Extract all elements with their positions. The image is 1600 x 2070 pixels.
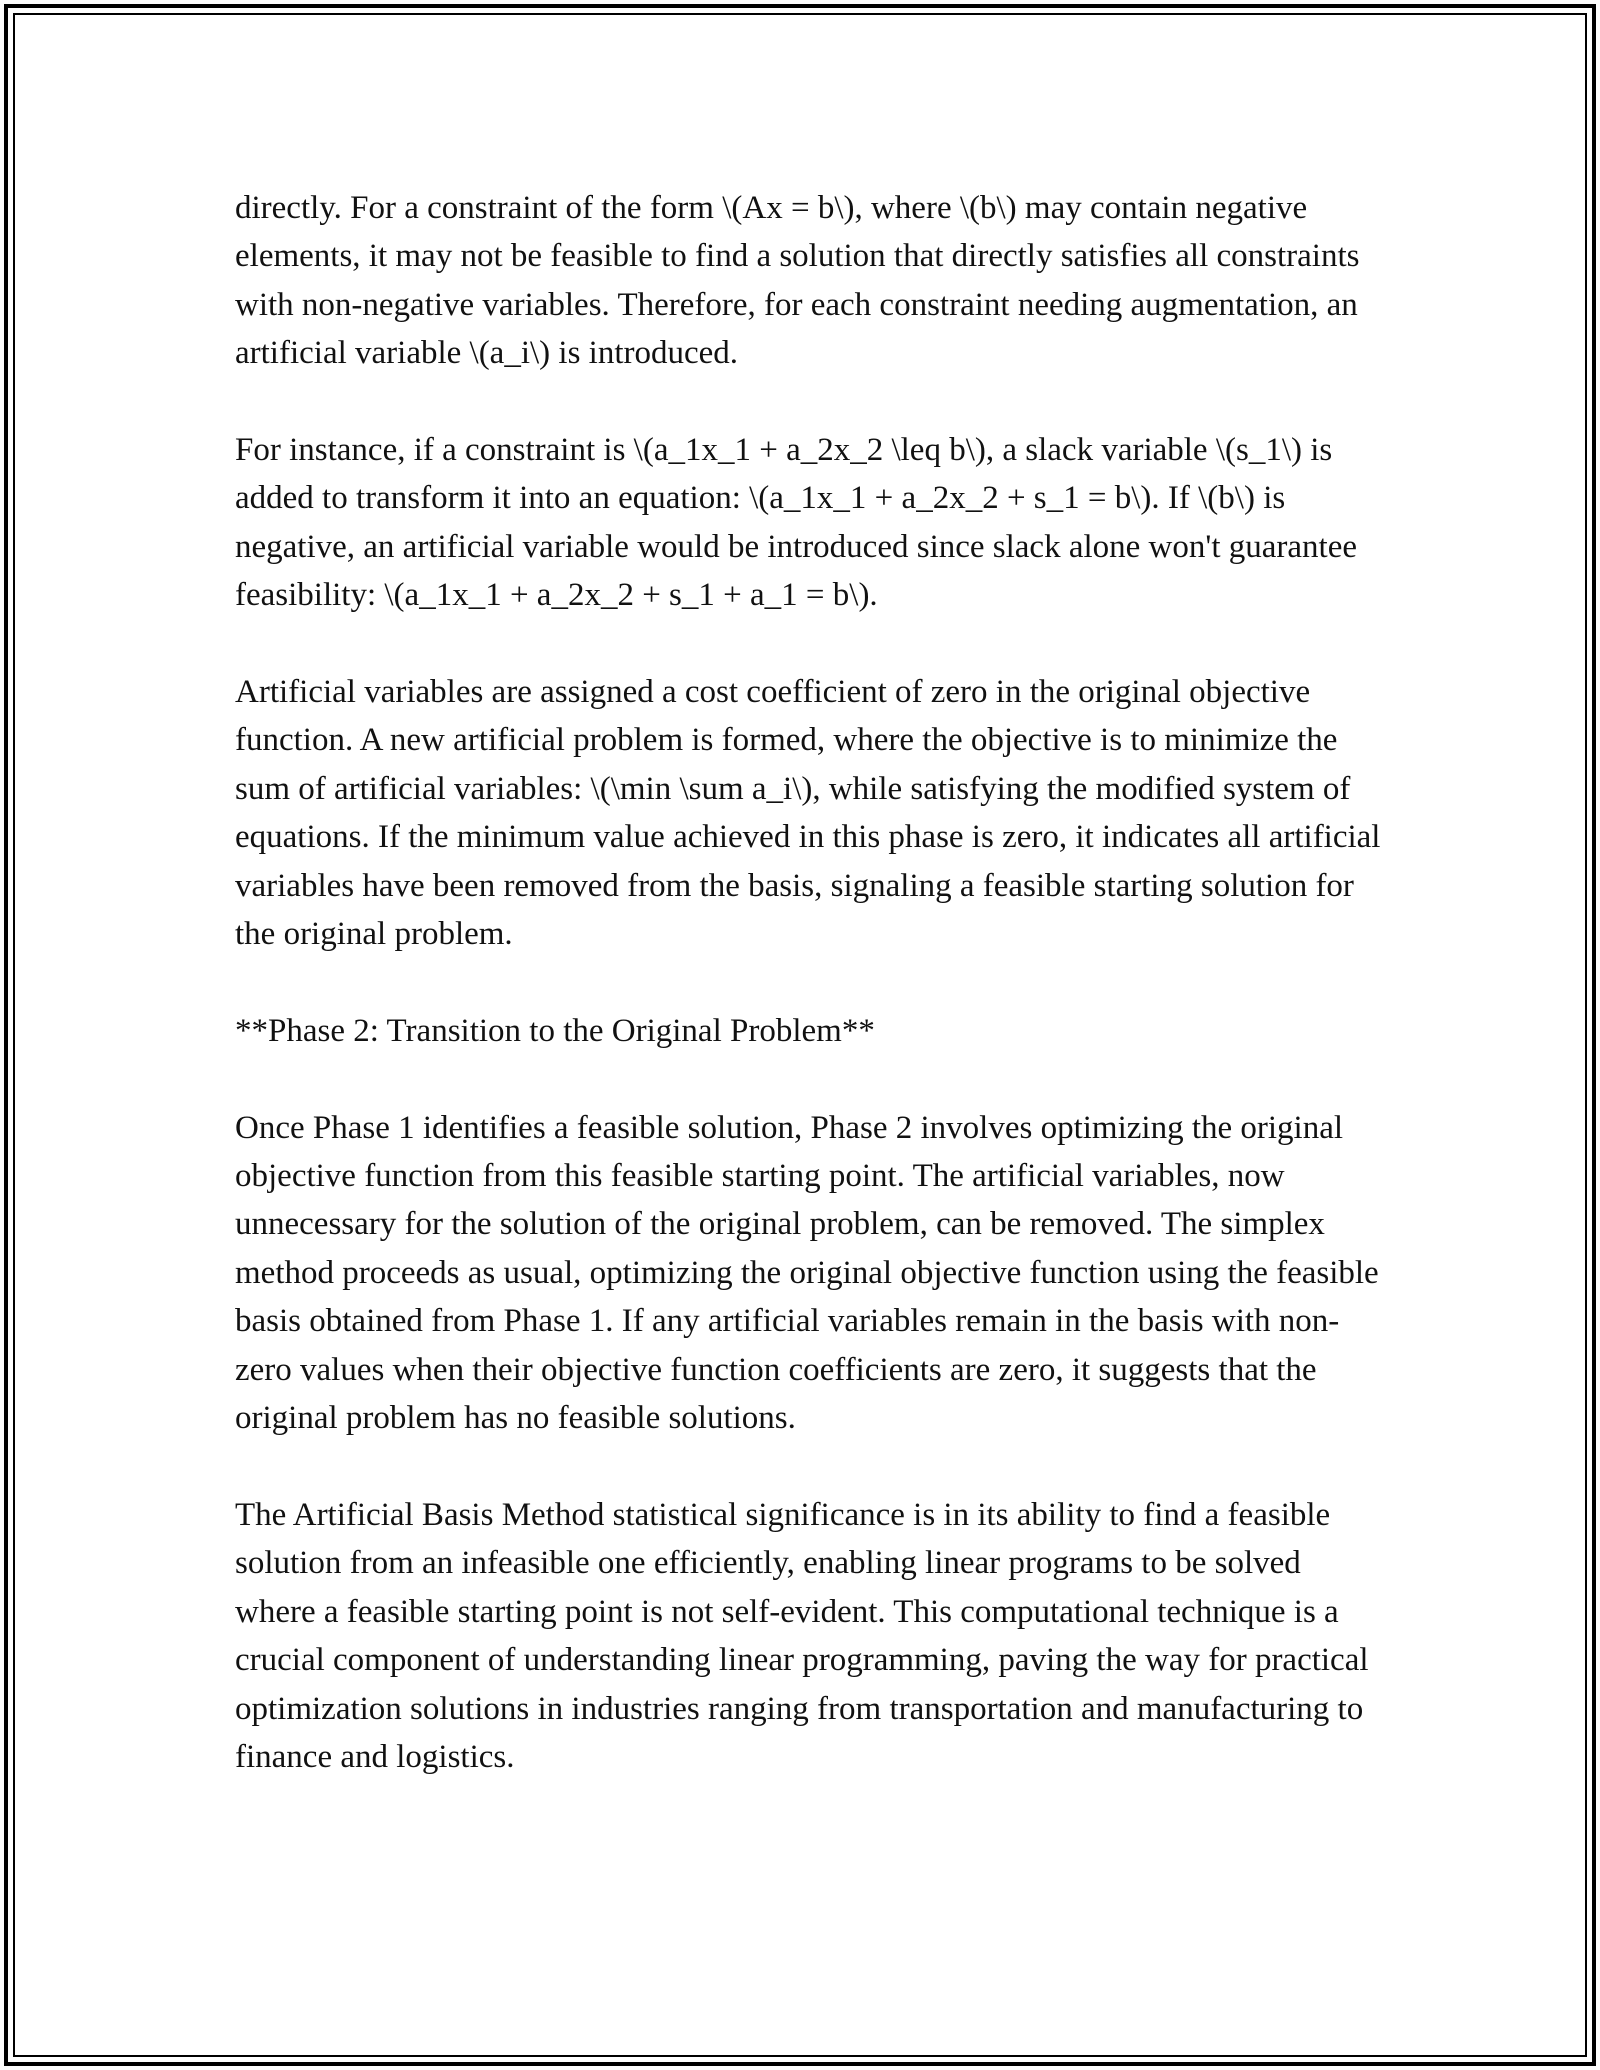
document-body [235,184,1385,1830]
paragraph-phase-1-objective: Artificial variables are assigned a cost coefficient of zero in the original objective function. A new artificial problem is formed, where the objective is to minimize the sum of artificial variables: \(\min \sum a_i\), while satisfying the modified system of equations. If the minimum value achieved in this phase is zero, it indicates all artificial variables have been removed from the basis, signaling a feasible starting solution for the original problem. [235,674,1381,953]
section-heading-phase-2: **Phase 2: Transition to the Original Problem** [235,1012,875,1049]
paragraph-significance: The Artificial Basis Method statistical significance is in its ability to find a feasible solution from an infeasible one efficiently, enabling linear programs to be solved where a feasible starting point is not self-evident. This computational technique is a crucial component of understanding linear programming, paving the way for practical optimization solutions in industries ranging from transportation and manufacturing to finance and logistics. [235,1496,1369,1775]
paragraph-artificial-variable-intro: directly. For a constraint of the form \(Ax = b\), where \(b\) may contain negative elements, it may not be feasible to find a solution that directly satisfies all constraints with non-negative variables. Therefore, for each constraint needing augmentation, an artificial variable \(a_i\) is introduced. [235,190,1360,372]
paragraph-phase-2-description: Once Phase 1 identifies a feasible solution, Phase 2 involves optimizing the original objective function from this feasible starting point. The artificial variables, now unnecessary for the solution of the original problem, can be removed. The simplex method proceeds as usual, optimizing the original objective function using the feasible basis obtained from Phase 1. If any artificial variables remain in the basis with non-zero values when their objective function coefficients are zero, it suggests that the original problem has no feasible solutions. [235,1109,1379,1437]
paragraph-slack-variable-example: For instance, if a constraint is \(a_1x_1 + a_2x_2 \leq b\), a slack variable \(s_1\) is added to transform it into an equation: \(a_1x_1 + a_2x_2 + s_1 = b\). If \(b\) is negative, an artificial variable would be introduced since slack alone won't guarantee feasibility: \(a_1x_1 + a_2x_2 + s_1 + a_1 = b\). [235,432,1357,614]
